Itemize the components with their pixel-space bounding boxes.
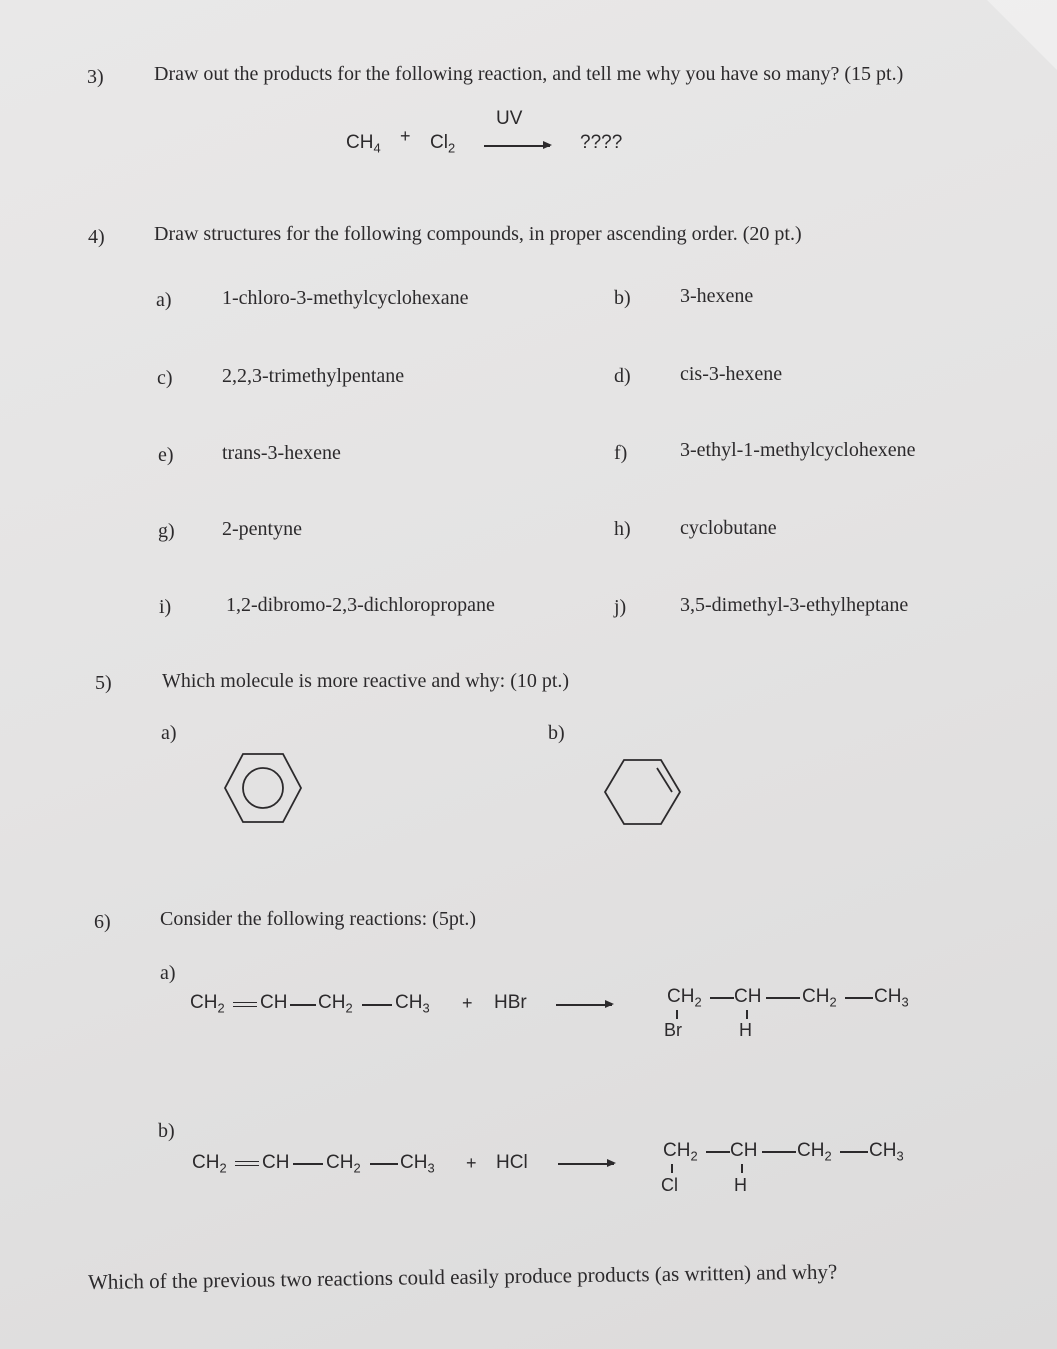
q4-item-i-label: i) [159, 596, 172, 618]
q3-plus: + [400, 126, 411, 146]
reaction-a-plus: + [462, 993, 473, 1013]
reaction-a-reactant-ch: CH [260, 992, 288, 1013]
benzene-structure [220, 750, 306, 826]
reaction-b-single-bond [293, 1163, 323, 1165]
q4-item-e-name: trans-3-hexene [222, 442, 341, 464]
reaction-a-product-bond-2 [766, 997, 800, 999]
reaction-a-product-bond-h [746, 1010, 748, 1019]
reaction-b-product-bond-h [741, 1164, 743, 1173]
reaction-b-product-bond-1 [706, 1151, 730, 1153]
q4-item-f-label: f) [614, 442, 628, 464]
q3-product-unknown: ???? [580, 132, 623, 153]
q5-option-a-label: a) [161, 722, 177, 744]
q4-item-d-name: cis-3-hexene [680, 363, 783, 385]
reaction-b-product-bond-2 [762, 1151, 796, 1153]
reaction-b-product-bond-cl [671, 1164, 673, 1173]
q4-item-b-label: b) [614, 287, 631, 309]
q4-item-i-name: 1,2-dibromo-2,3-dichloropropane [226, 594, 495, 616]
q4-item-a-name: 1-chloro-3-methylcyclohexane [222, 287, 469, 309]
reaction-a-product-ch: CH [734, 986, 762, 1007]
reaction-a-reactant-ch2: $CH_2$ [190, 992, 225, 1016]
q5-text: Which molecule is more reactive and why: (10 pt.) [162, 670, 570, 692]
reaction-a-double-bond [233, 1002, 257, 1007]
q4-item-d-label: d) [614, 365, 631, 387]
reaction-a-reactant-ch3: $CH_3$ [395, 992, 430, 1016]
q4-number: 4) [88, 226, 105, 248]
q3-reactant-cl2: $Cl_2$ [430, 132, 456, 156]
reaction-a-product-bond-br [676, 1010, 678, 1019]
reaction-b-product-cl: Cl [661, 1175, 678, 1195]
q4-item-f-name: 3-ethyl-1-methylcyclohexene [680, 439, 916, 461]
reaction-b-reactant-ch: CH [262, 1152, 290, 1173]
q6-final-question: Which of the previous two reactions could easily produce products (as written) and why? [87, 1259, 838, 1294]
reaction-a-product-ch2: $CH_2$ [667, 986, 702, 1010]
q6-number: 6) [94, 911, 111, 933]
q5-number: 5) [95, 672, 112, 694]
page-corner-fold [987, 0, 1057, 70]
reaction-b-arrow [558, 1163, 614, 1165]
reaction-a-reagent: HBr [494, 992, 527, 1013]
reaction-b-product-ch2b: $CH_2$ [797, 1140, 832, 1164]
reaction-b-product-ch2: $CH_2$ [663, 1140, 698, 1164]
reaction-a-product-h: H [739, 1020, 752, 1040]
reaction-b-reactant-ch3: $CH_3$ [400, 1152, 435, 1176]
cyclohexene-structure [600, 755, 686, 829]
reaction-a-product-br: Br [664, 1020, 682, 1040]
q3-reaction-arrow [484, 145, 550, 147]
q6-text: Consider the following reactions: (5pt.) [160, 908, 477, 930]
reaction-b-product-ch: CH [730, 1140, 758, 1161]
reaction-b-product-bond-3 [840, 1151, 868, 1153]
q6-reaction-a-label: a) [160, 962, 176, 984]
q4-item-b-name: 3-hexene [680, 285, 754, 307]
reaction-b-reagent: HCl [496, 1152, 528, 1173]
reaction-a-arrow [556, 1004, 612, 1006]
reaction-b-reactant-ch2: $CH_2$ [192, 1152, 227, 1176]
q3-number: 3) [87, 66, 104, 88]
reaction-b-plus: + [466, 1153, 477, 1173]
q4-item-j-label: j) [614, 596, 627, 618]
reaction-b-reactant-ch2b: $CH_2$ [326, 1152, 361, 1176]
q5-option-b-label: b) [548, 722, 565, 744]
q3-text: Draw out the products for the following reaction, and tell me why you have so many? (15 pt.) [154, 63, 904, 85]
reaction-a-product-bond-1 [710, 997, 734, 999]
q6-reaction-b-label: b) [158, 1120, 175, 1142]
q4-item-e-label: e) [158, 444, 174, 466]
q4-item-c-label: c) [157, 367, 173, 389]
reaction-b-product-ch3: $CH_3$ [869, 1140, 904, 1164]
reaction-b-single-bond-2 [370, 1163, 398, 1165]
q4-item-j-name: 3,5-dimethyl-3-ethylheptane [680, 594, 909, 616]
q4-item-h-label: h) [614, 518, 631, 540]
q4-item-h-name: cyclobutane [680, 517, 777, 539]
reaction-a-reactant-ch2b: $CH_2$ [318, 992, 353, 1016]
reaction-a-product-ch2b: $CH_2$ [802, 986, 837, 1010]
q4-item-g-name: 2-pentyne [222, 518, 302, 540]
reaction-b-double-bond [235, 1161, 259, 1166]
reaction-a-product-ch3: $CH_3$ [874, 986, 909, 1010]
q4-item-c-name: 2,2,3-trimethylpentane [222, 365, 405, 387]
q4-text: Draw structures for the following compounds, in proper ascending order. (20 pt.) [154, 223, 802, 245]
q3-reactant-ch4: $CH_4$ [346, 132, 381, 156]
reaction-b-product-h: H [734, 1175, 747, 1195]
q4-item-g-label: g) [158, 520, 175, 542]
reaction-a-single-bond [290, 1004, 316, 1006]
reaction-a-single-bond-2 [362, 1004, 392, 1006]
q3-condition-uv: UV [496, 108, 523, 129]
q4-item-a-label: a) [156, 289, 172, 311]
reaction-a-product-bond-3 [845, 997, 873, 999]
